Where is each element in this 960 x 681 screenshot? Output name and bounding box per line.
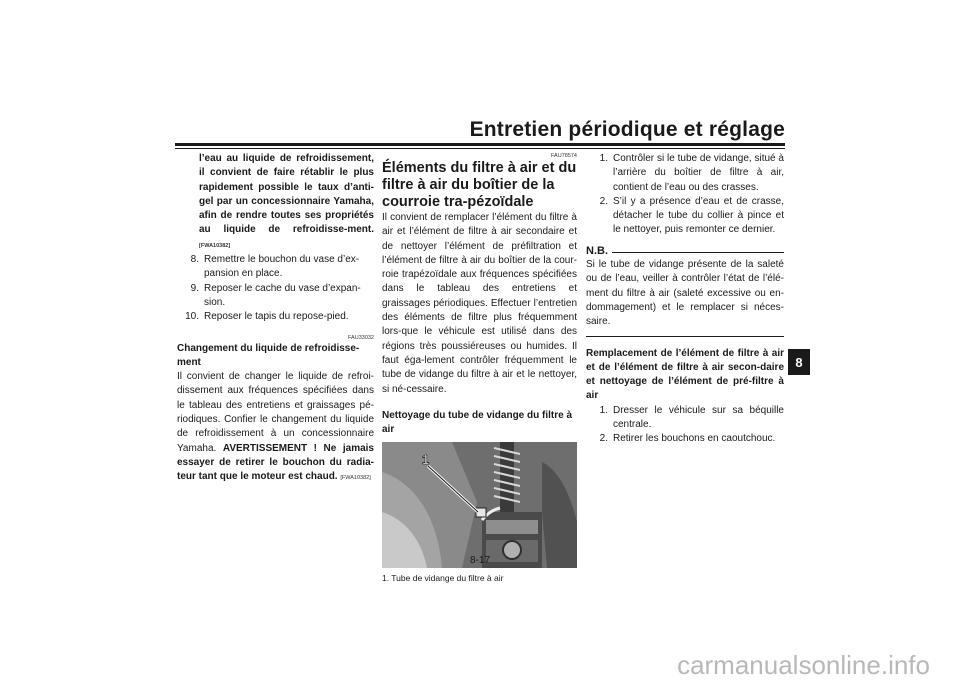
section-title-coolant: Changement du liquide de refroidisse-ment (177, 342, 360, 368)
list-item (586, 404, 784, 433)
step-number: 10. (185, 311, 199, 323)
step-text: Reposer le cache du vase d’expan-sion. (204, 282, 361, 308)
nb-text: Si le tube de vidange présente de la saleté ou de l’eau, veiller à contrôler l’état de l’élé-ment du filtre à air (saleté excessive ou en-dommagement) et le remplacer si néces-saire. (586, 259, 784, 328)
nb-label: N.B. (586, 244, 608, 257)
step-number: 1. (599, 153, 608, 164)
coolant-body-text: Il convient de changer le liquide de refroi-dissement aux fréquences spécifiées dans le tableau des entretiens et graissages pé-riodiques. Confier le changement du liquide de refroidissement à un concessionnaire Yamaha. (177, 371, 374, 454)
header-rule (175, 143, 785, 146)
air-filter-body: Il convient de remplacer l’élément du filtre à air et l’élément de filtre à air secondaire et de nettoyer l’élément de préfiltration et l’élément de filtre à air du boîtier de la cour-roie trapézoïdale aux fréquences spécifiées dans le tableau des entretiens et graissages périodiques. Effectuer l’entretien des éléments de filtre plus fréquemment lors-que le véhicule est utilisé dans des régions très poussiéreuses ou humides. Il faut éga-lement contrôler fréquemment le tube de vidange du filtre à air et le nettoyer, si né-cessaire. (382, 212, 577, 395)
nb-footer-rule (586, 336, 784, 337)
warning-ref-code: [FWA10382] (199, 242, 231, 249)
photo-caption: 1. Tube de vidange du filtre à air (382, 573, 504, 584)
nb-header-rule (612, 252, 784, 253)
step-number: 8. (190, 254, 199, 266)
warning-ref-code: [FWA10382] (340, 475, 371, 482)
header-rule-thin (175, 148, 785, 149)
warning-continuation-text: l’eau au liquide de refroidissement, il convient de faire rétablir le plus rapidement possible le taux d’anti-gel par un concessionnaire Yamaha, afin de rendre toutes ses propriétés au liquide de refroidisse-ment. (199, 153, 374, 236)
subsection-title-replacement: Remplacement de l’élément de filtre à air et de l’élément de filtre à air secon-daire et nettoyage de l’élément de pré-filtre à air (586, 347, 784, 402)
step-number: 2. (599, 195, 608, 207)
column-right (586, 152, 784, 447)
step-text: Retirer les bouchons en caoutchouc. (613, 433, 776, 445)
step-text: Dresser le véhicule sur sa béquille centrale. (613, 404, 784, 431)
list-item (177, 282, 374, 311)
page-number: 8-17 (469, 555, 490, 566)
list-item (177, 253, 374, 282)
step-text: Reposer le tapis du repose-pied. (204, 311, 349, 323)
step-number: 9. (190, 282, 199, 294)
step-number: 1. (599, 404, 608, 416)
list-item (586, 152, 784, 195)
nb-header (586, 244, 784, 258)
step-text: Remettre le bouchon du vase d’ex-pansion en place. (204, 254, 360, 280)
site-watermark: carmanualsonline.info (677, 650, 930, 680)
list-item (177, 310, 374, 324)
step-text: S’il y a présence d’eau et de crasse, détacher le tube du collier à pince et le nettoyer, puis remonter ce dernier. (613, 195, 784, 236)
list-item (586, 432, 784, 446)
step-text: Contrôler si le tube de vidange, situé à l’arrière du boîtier de filtre à air, contient de l’eau ou des crasses. (613, 153, 784, 193)
subsection-title-drain-tube: Nettoyage du tube de vidange du filtre à air (382, 409, 573, 436)
scooter-engine-illustration (382, 442, 577, 568)
drain-tube-photo (382, 442, 577, 568)
steps-list-col3 (586, 152, 784, 238)
steps-list-col1 (177, 253, 374, 324)
step-number: 2. (599, 433, 608, 445)
section-code: FAU78574 (551, 153, 577, 159)
photo-callout-label: 1 (422, 452, 430, 468)
coolant-warning: AVERTISSEMENT ! Ne jamais essayer de retirer le bouchon du radia-teur tant que le moteur est chaud. (177, 442, 374, 483)
chapter-tab: 8 (788, 349, 810, 375)
section-code: FAU33032 (348, 334, 374, 341)
column-middle (382, 152, 577, 586)
warning-continuation (177, 152, 374, 253)
section-title-air-filter: Éléments du filtre à air et du filtre à air du boîtier de la courroie tra-pézoïdale (382, 160, 577, 210)
coolant-body (177, 370, 374, 485)
column-left (177, 152, 374, 486)
page-header-title: Entretien périodique et réglage (469, 118, 785, 141)
steps-list-replacement (586, 404, 784, 447)
list-item (586, 195, 784, 238)
